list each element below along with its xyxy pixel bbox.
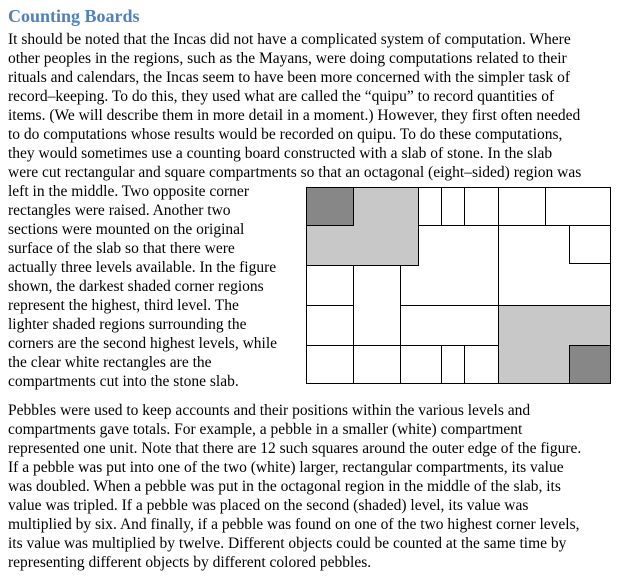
large-compartment <box>307 266 354 306</box>
small-compartment <box>401 346 442 384</box>
paragraph-1-line: to do computations whose results would be recorded on quipu. To do these computations, <box>8 126 563 143</box>
paragraph-2-line: If a pebble was put into one of the two (white) larger, rectangular compartments, its value <box>8 459 564 476</box>
paragraph-1-line: they would sometimes use a counting board constructed with a slab of stone. In the slab <box>8 145 553 162</box>
third-level-corner-top-left <box>307 188 354 226</box>
small-compartment <box>307 346 354 384</box>
small-compartment <box>546 188 611 226</box>
small-compartment <box>354 346 401 384</box>
small-compartment <box>442 346 465 384</box>
small-compartment <box>570 226 611 264</box>
paragraph-1-wrapped-line: left in the middle. Two opposite corner <box>8 183 249 200</box>
paragraph-1-wrapped-line: represent the highest, third level. The <box>8 297 239 314</box>
section-heading: Counting Boards <box>8 6 140 26</box>
small-compartment <box>499 188 546 226</box>
paragraph-2-line: multiplied by six. And finally, if a pebble was found on one of the two highest corner levels, <box>8 516 580 533</box>
small-compartment <box>419 188 442 226</box>
paragraph-2-line: Pebbles were used to keep accounts and their positions within the various levels and <box>8 402 531 419</box>
paragraph-1-wrapped-line: lighter shaded regions surrounding the <box>8 316 247 333</box>
large-compartment <box>354 266 401 346</box>
paragraph-1-wrapped-line: compartments cut into the stone slab. <box>8 373 239 390</box>
paragraph-1-wrapped-line: actually three levels available. In the figure <box>8 259 277 276</box>
small-compartment <box>465 188 499 226</box>
paragraph-1-line: record–keeping. To do this, they used what are called the “quipu” to record quantities of <box>8 88 555 105</box>
paragraph-1-wrapped-line: rectangles were raised. Another two <box>8 202 231 219</box>
paragraph-1-wrapped-line: the clear white rectangles are the <box>8 354 212 371</box>
small-compartment <box>465 346 499 384</box>
paragraph-1-line: other peoples in the regions, such as the Mayans, were doing computations related to their <box>8 50 567 67</box>
paragraph-1-wrapped-line: sections were mounted on the original <box>8 221 245 238</box>
paragraph-1-line: It should be noted that the Incas did not have a complicated system of computation. Where <box>8 31 571 48</box>
paragraph-2-line: its value was multiplied by twelve. Different objects could be counted at the same time by <box>8 535 567 552</box>
paragraph-2-line: represented one unit. Note that there are 12 such squares around the outer edge of the figure. <box>8 440 582 457</box>
small-compartment <box>307 306 354 346</box>
paragraph-2-line: value was tripled. If a pebble was placed on the second (shaded) level, its value was <box>8 497 529 514</box>
paragraph-1-wrapped-line: surface of the slab so that there were <box>8 240 235 257</box>
paragraph-1-line: were cut rectangular and square compartments so that an octagonal (eight–sided) region was <box>8 164 582 181</box>
counting-board-figure <box>306 187 612 389</box>
paragraph-1-wrapped-line: corners are the second highest levels, while <box>8 335 278 352</box>
third-level-corner-bottom-right <box>570 346 611 384</box>
paragraph-1-wrapped-line: shown, the darkest shaded corner regions <box>8 278 264 295</box>
paragraph-1-line: rituals and calendars, the Incas seem to have been more concerned with the simpler task of <box>8 69 571 86</box>
paragraph-2-line: compartments gave totals. For example, a pebble in a smaller (white) compartment <box>8 421 523 438</box>
paragraph-1-line: items. (We will describe them in more detail in a moment.) However, they first often needed <box>8 107 581 124</box>
small-compartment <box>442 188 465 226</box>
paragraph-2-line: was doubled. When a pebble was put in the octagonal region in the middle of the slab, its <box>8 478 561 495</box>
paragraph-2-line: representing different objects by different colored pebbles. <box>8 554 372 571</box>
